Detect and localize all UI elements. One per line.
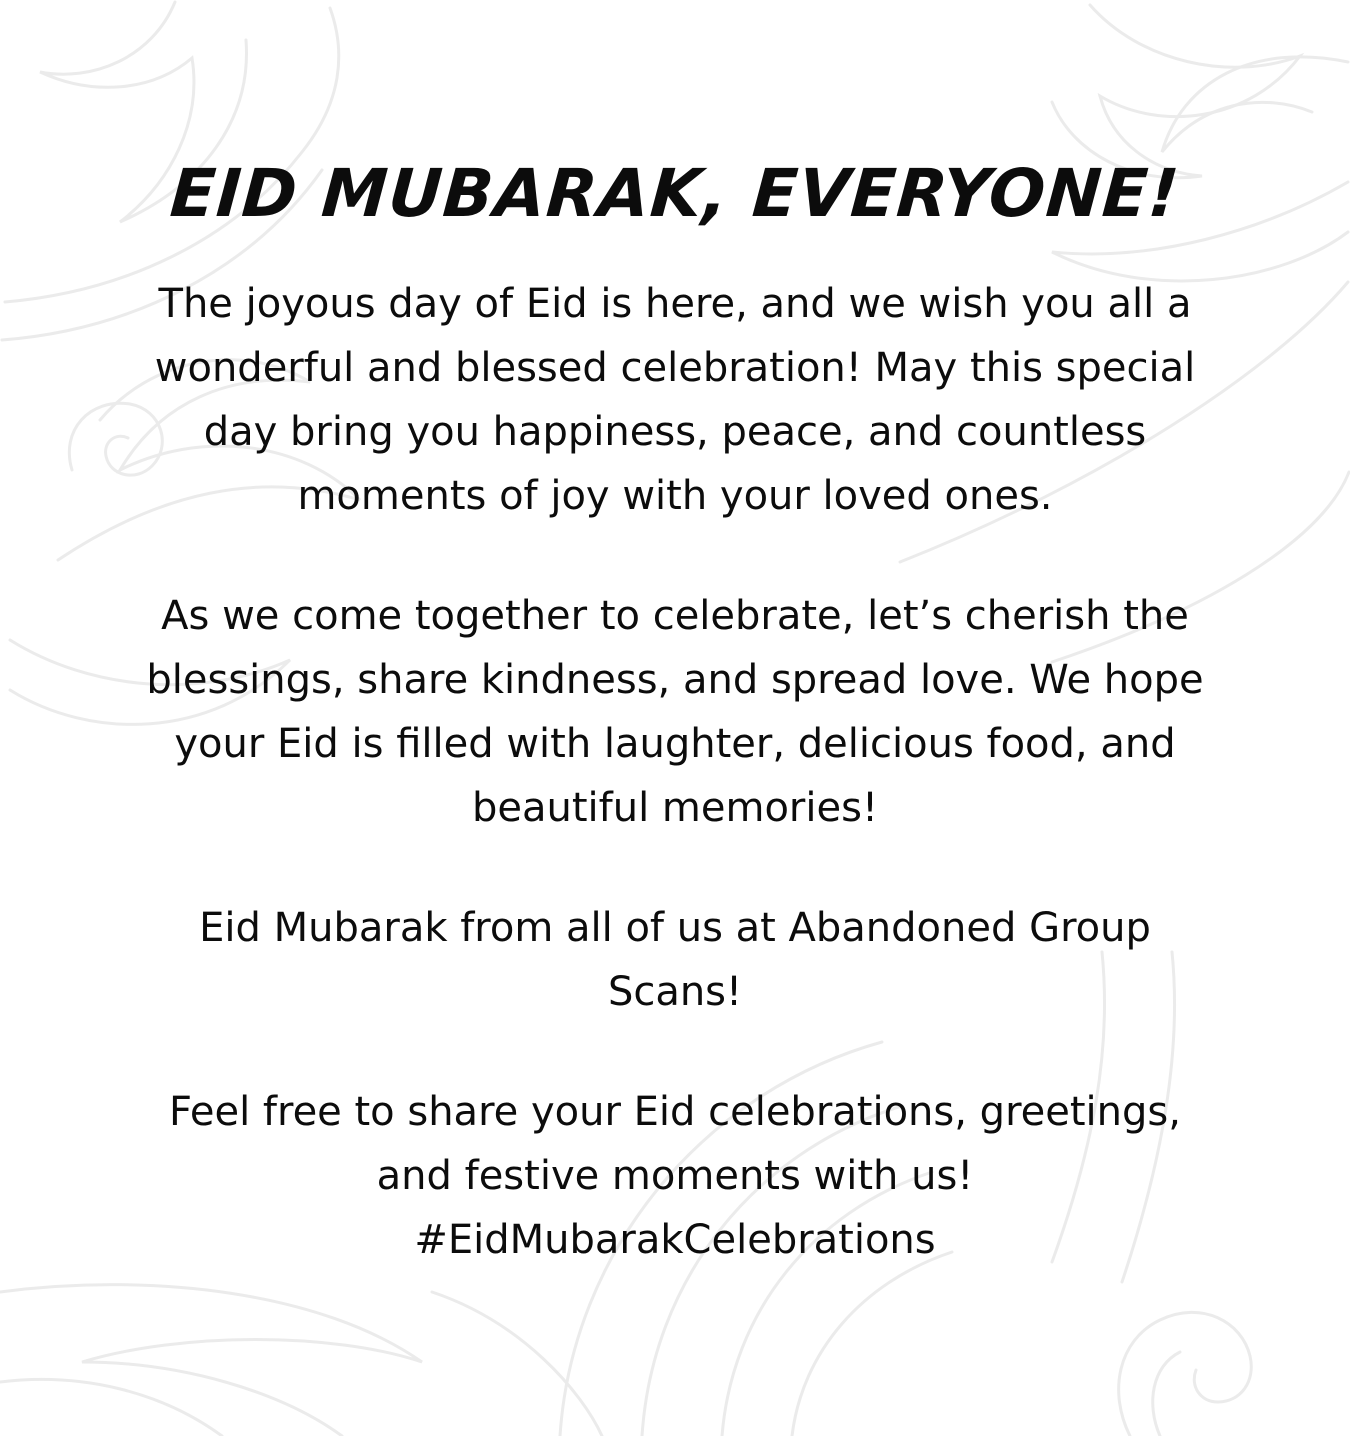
text-line: blessings, share kindness, and spread love. We hope	[146, 657, 1204, 703]
text-line: your Eid is filled with laughter, delicious food, and	[174, 721, 1176, 767]
text-line: and festive moments with us!	[376, 1153, 974, 1199]
text-line: Scans!	[607, 969, 743, 1015]
text-line: moments of joy with your loved ones.	[297, 473, 1053, 519]
text-line: beautiful memories!	[472, 785, 878, 831]
hashtag-line: #EidMubarakCelebrations	[414, 1217, 936, 1263]
paragraph-wishes	[0, 584, 1350, 840]
text-line: day bring you happiness, peace, and countless	[203, 409, 1147, 455]
paragraph-hashtag	[0, 1080, 1350, 1272]
text-line: Feel free to share your Eid celebrations, greetings,	[169, 1089, 1181, 1135]
page-title: EID MUBARAK, EVERYONE!	[167, 155, 1183, 233]
announcement-body	[0, 272, 1350, 1328]
text-line: As we come together to celebrate, let’s cherish the	[161, 593, 1189, 639]
paragraph-signoff	[0, 896, 1350, 1024]
text-line: Eid Mubarak from all of us at Abandoned Group	[199, 905, 1151, 951]
text-line: The joyous day of Eid is here, and we wish you all a	[158, 281, 1192, 327]
paragraph-greeting	[0, 272, 1350, 528]
text-line: wonderful and blessed celebration! May this special	[154, 345, 1196, 391]
ornament-bottom-right-icon	[1119, 1312, 1252, 1436]
